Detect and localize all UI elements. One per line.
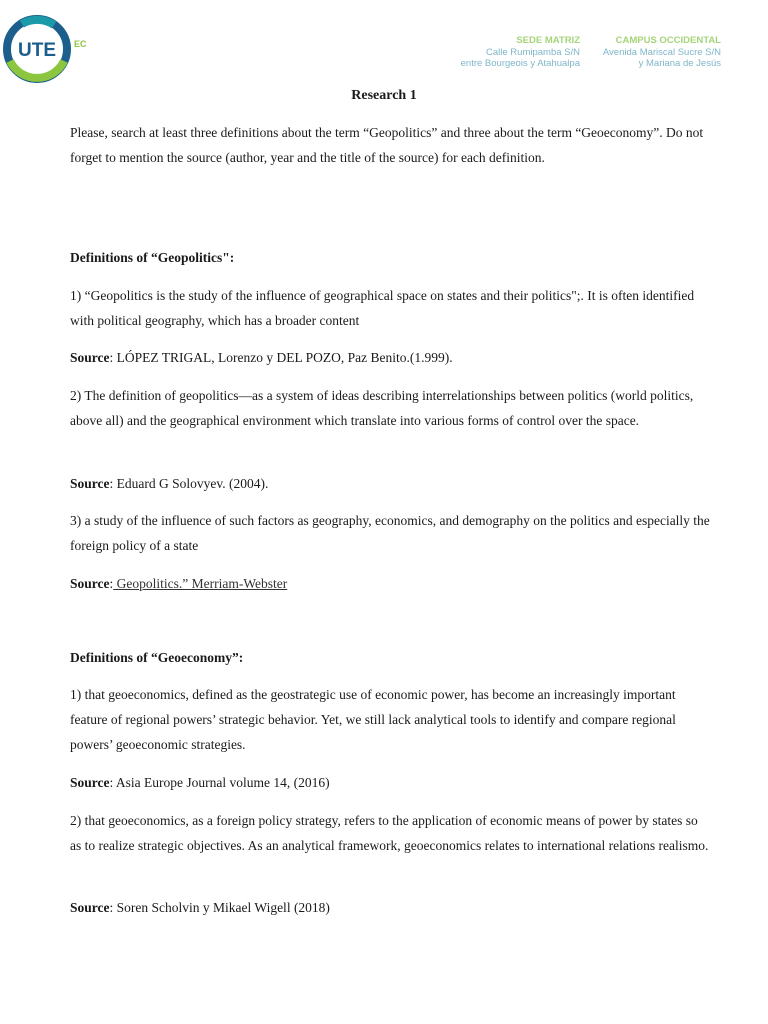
page-header [0,0,768,90]
campus-matriz-title: SEDE MATRIZ [516,35,580,46]
campus-matriz-line1: Calle Rumipamba S/N [486,46,580,58]
document-title: Research 1 [351,88,417,103]
campus-matriz-address [461,35,580,70]
geopolitics-definition-1: 1) “Geopolitics is the study of the influence of geographical space on states and their politics";. It is often identified with political geography, which has a broader content [70,288,695,328]
source-label: Source [70,775,110,790]
campus-occidental-address [603,35,721,70]
geopolitics-source-3: Source: Geopolitics.” Merriam-Webster [70,576,288,591]
source-label: Source [70,476,110,491]
geoeconomy-definition-1: 1) that geoeconomics, defined as the geostrategic use of economic power, has become an increasingly important feature of regional powers’ strategic behavior. Yet, we still lack analytical tools to identify and compare regional powers’ geoeconomic strategies. [70,687,676,752]
geoeconomy-source-2 [70,895,710,920]
ute-ring-logo-icon [2,14,72,84]
geopolitics-heading: Definitions of “Geopolitics": [70,250,235,265]
source-text: : Asia Europe Journal volume 14, (2016) [109,775,330,790]
geoeconomy-definition-2: 2) that geoeconomics, as a foreign policy strategy, refers to the application of economic means of power by states so as to realize strategic objectives. As an analytical framework, geoeconomics relates to international relations realismo. [70,813,709,853]
source-label: Source [70,900,110,915]
campus-occidental-line1: Avenida Mariscal Sucre S/N [602,46,721,58]
campus-occidental-line2: y Mariana de Jesús [638,58,721,69]
source-text: : Soren Scholvin y Mikael Wigell (2018) [109,900,330,915]
source-label: Source [70,350,110,365]
source-text: : LÓPEZ TRIGAL, Lorenzo y DEL POZO, Paz Benito.(1.999). [109,350,453,365]
source-text: : Eduard G Solovyev. (2004). [109,476,269,491]
geopolitics-definition-3: 3) a study of the influence of such factors as geography, economics, and demography on the politics and especially the foreign policy of a state [70,513,710,553]
ute-logo [2,14,72,84]
campus-matriz-line2: entre Bourgeois y Atahualpa [460,58,580,69]
logo-suffix: EC [74,39,87,49]
geoeconomy-heading: Definitions of “Geoeconomy”: [70,650,244,665]
instructions-paragraph: Please, search at least three definitions about the term “Geopolitics” and three about the term “Geoeconomy”. Do not forget to mention the source (author, year and the title of the source) for each definition. [70,125,704,165]
geoeconomy-source-1 [70,770,710,795]
geopolitics-source-1 [70,345,710,370]
merriam-webster-link[interactable]: Geopolitics.” Merriam-Webster [113,576,288,591]
logo-text: UTE [18,40,56,61]
source-label: Source [70,576,110,591]
geopolitics-source-2 [70,471,710,496]
geopolitics-definition-2: 2) The definition of geopolitics—as a system of ideas describing interrelationships between politics (world politics, above all) and the geographical environment which translate into various forms of control over the space. [70,388,694,428]
campus-occidental-title: CAMPUS OCCIDENTAL [615,35,721,46]
